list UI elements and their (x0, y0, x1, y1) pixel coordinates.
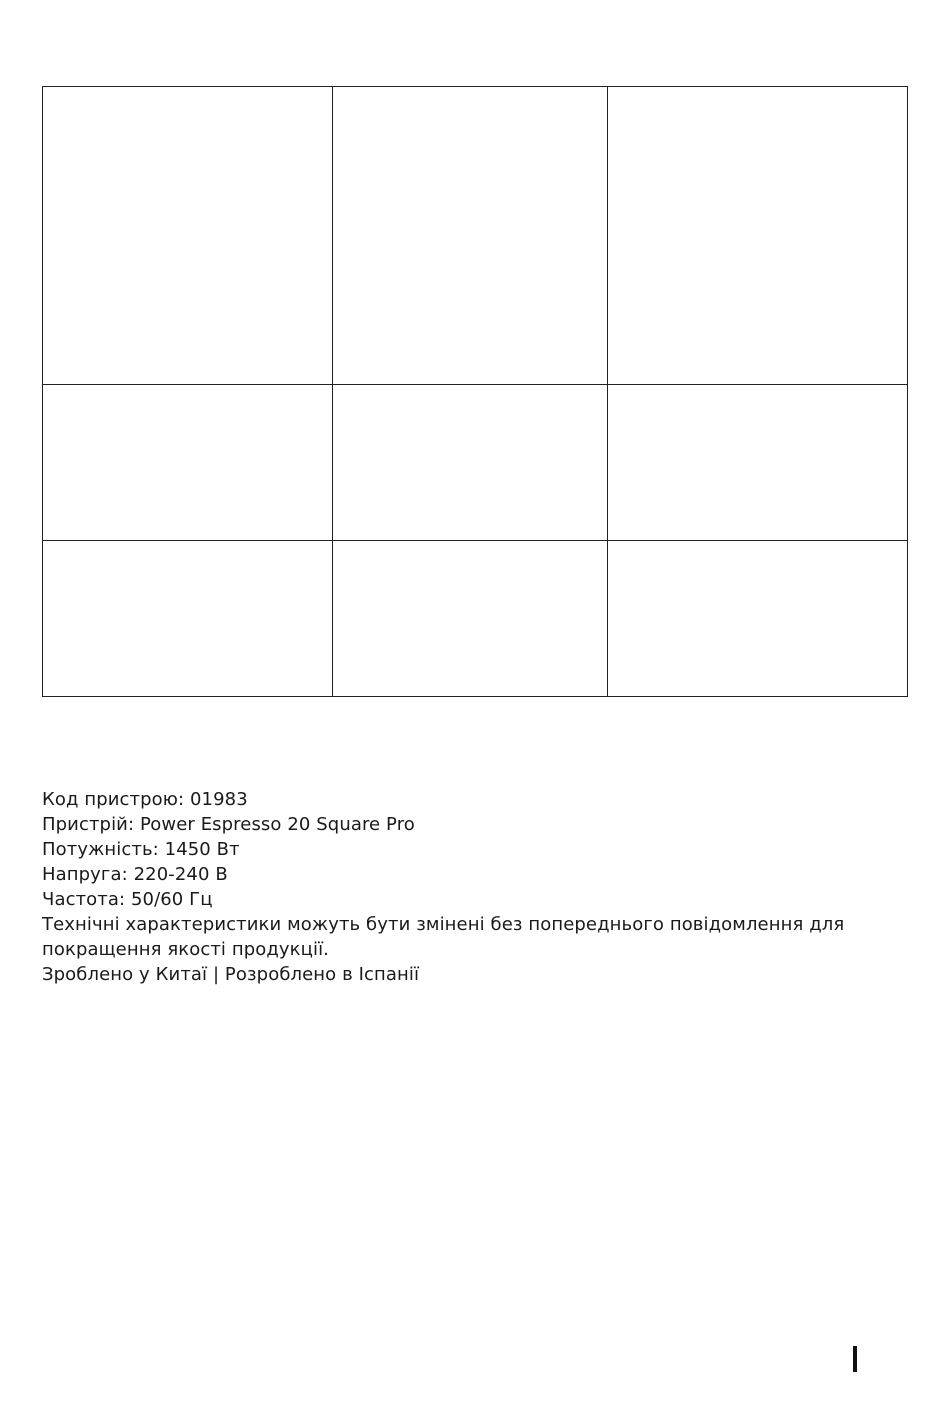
frequency-text: Частота: 50/60 Гц (42, 889, 213, 910)
table-cell (608, 87, 908, 385)
table-cell (43, 541, 333, 697)
power-text: Потужність: 1450 Вт (42, 839, 240, 860)
origin-text: Зроблено у Китаї | Розроблено в Іспанії (42, 964, 420, 985)
device-name-text: Пристрій: Power Espresso 20 Square Pro (42, 814, 415, 835)
table-cell (333, 541, 608, 697)
blank-grid-table (42, 86, 908, 697)
table-row (43, 385, 908, 541)
page-marker (853, 1346, 857, 1372)
table-row (43, 541, 908, 697)
table-cell (333, 87, 608, 385)
table-cell (333, 385, 608, 541)
table-cell (43, 385, 333, 541)
table-cell (608, 541, 908, 697)
specifications-block (42, 787, 902, 987)
table-cell (608, 385, 908, 541)
disclaimer-text: Технічні характеристики можуть бути змінені без попереднього повідомлення для покращення якості продукції. (42, 914, 845, 960)
table-row (43, 87, 908, 385)
device-code-text: Код пристрою: 01983 (42, 789, 248, 810)
voltage-text: Напруга: 220-240 В (42, 864, 228, 885)
table-cell (43, 87, 333, 385)
